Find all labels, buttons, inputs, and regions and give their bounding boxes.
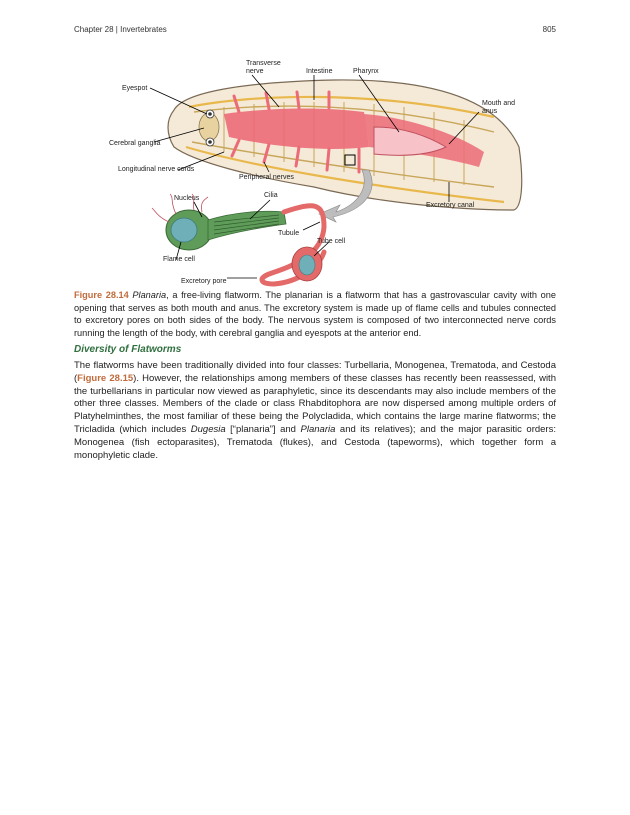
section-heading: Diversity of Flatworms <box>74 344 182 355</box>
page-number: 805 <box>542 25 556 34</box>
label-cerebral-ganglia: Cerebral ganglia <box>109 140 161 147</box>
label-mouth-and-anus: Mouth and anus <box>482 100 516 115</box>
label-transverse-nerve: Transverse nerve <box>246 60 281 75</box>
paragraph-part-4: and its relatives); and the major parasitic orders: Monogenea (fish ectoparasites), Trematoda (flukes), and Cestoda (tapeworms), which together form a monophyletic clade. <box>74 423 556 461</box>
body-paragraph <box>74 360 556 462</box>
label-longitudinal-nerve-cords: Longitudinal nerve cords <box>118 166 195 173</box>
paragraph-part-2: ). However, the relationships among members of these classes has recently been reassessed, with the turbellarians in particular now viewed as paraphyletic, since its descendants may also include members of the other three classes. Members of the clade or class Rhabditophora are now dispersed among multiple orders of Platyhelminthes, the most familiar of these being the Polycladida, which contains the large marine flatworms; the Tricladida (which includes <box>74 372 556 435</box>
label-eyespot: Eyespot <box>122 85 148 92</box>
label-intestine: Intestine <box>306 68 333 75</box>
genus-planaria: Planaria <box>300 423 336 435</box>
label-cilia: Cilia <box>264 192 278 199</box>
label-tube-cell: Tube cell <box>317 238 346 245</box>
figure-link[interactable]: Figure 28.15 <box>77 372 134 384</box>
flame-cell-nucleus <box>171 218 197 242</box>
label-excretory-pore: Excretory pore <box>181 278 227 285</box>
page-header <box>74 25 556 37</box>
paragraph-part-1: The flatworms have been traditionally divided into four classes: Turbellaria, Monogenea, Trematoda, and Cestoda ( <box>74 360 556 384</box>
label-nucleus: Nucleus <box>174 195 200 202</box>
paragraph-part-3: [“planaria”] and <box>225 423 301 435</box>
label-flame-cell: Flame cell <box>163 256 195 263</box>
figure-number: Figure 28.14 <box>74 290 129 300</box>
planaria-figure <box>74 52 556 290</box>
label-excretory-canal: Excretory canal <box>426 202 475 209</box>
caption-text: , a free-living flatworm. The planarian is a flatworm that has a gastrovascular cavity with one opening that serves as both mouth and anus. The excretory system is made up of flame cells and tubules connected to excretory pores on both sides of the body. The nervous system is composed of two interconnected nerve cords running the length of the body, with cerebral ganglia and eyespots at the anterior end. <box>74 290 556 338</box>
label-pharynx: Pharynx <box>353 68 379 75</box>
genus-dugesia: Dugesia <box>190 423 226 435</box>
label-tubule: Tubule <box>278 230 300 237</box>
label-peripheral-nerves: Peripheral nerves <box>239 174 294 181</box>
chapter-title: Chapter 28 | Invertebrates <box>74 25 167 34</box>
figure-caption <box>74 289 556 339</box>
caption-species: Planaria <box>132 290 167 300</box>
